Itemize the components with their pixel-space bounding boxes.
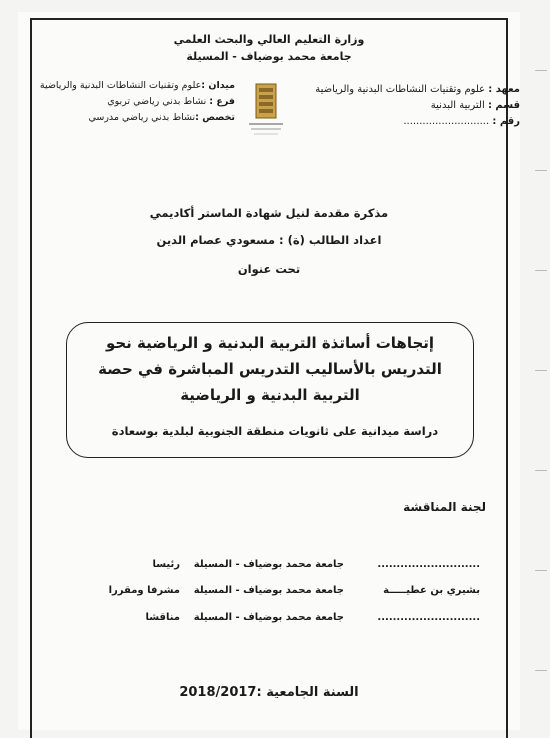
student-line: اعداد الطالب (ة) : مسعودي عصام الدين [156,233,382,247]
academic-year: السنة الجامعية :2018/2017 [179,685,359,700]
branch-row [30,94,235,110]
department-value: التربية البدنية [430,100,485,111]
paper-edge-line [535,470,547,471]
thesis-title: إتجاهات أساتذة التربية البدنية و الرياضية نحو التدريس بالأساليب التدريس المباشرة في حصة التربية البدنية و الرياضية [98,334,442,404]
reference-label: رقم : [492,116,520,127]
member-university: جامعة محمد بوضياف - المسيلة [193,612,344,623]
member-name: بشيري بن عطيـــــة [383,585,480,596]
institute-row [285,82,520,98]
department-label: قسم : [487,100,520,111]
paper-edge-line [535,70,547,71]
memo-type: مذكرة مقدمة لنيل شهادة الماستر أكاديمي [149,206,389,220]
committee-heading: لجنة المناقشة [403,500,486,514]
member-name: ........................... [377,559,480,570]
reference-value: ........................... [403,116,490,127]
committee-member-row [60,612,480,630]
committee-member-row [60,559,480,577]
specialty-row [30,110,235,126]
paper-edge-line [535,570,547,571]
department-row [285,98,520,114]
member-university: جامعة محمد بوضياف - المسيلة [193,559,344,570]
branch-label: فرع : [209,96,235,107]
committee-member-row [60,585,480,603]
specialty-value: نشاط بدني رياضي مدرسي [88,112,196,123]
member-university: جامعة محمد بوضياف - المسيلة [193,585,344,596]
paper-edge-line [535,370,547,371]
member-role: مشرفا ومقررا [108,585,180,596]
member-name: ........................... [377,612,480,623]
paper-edge-line [535,670,547,671]
field-value: علوم وتقنيات النشاطات البدنية والرياضية [39,80,202,91]
institute-value: علوم وتقنيات النشاطات البدنية والرياضية [315,84,486,95]
reference-row [285,114,520,130]
ministry-name: وزارة التعليم العالي والبحث العلمي [173,33,365,46]
field-label: ميدان : [201,80,235,91]
paper-edge-line [535,270,547,271]
institute-info [285,82,520,130]
field-row [30,78,235,94]
member-role: رئيسا [152,559,180,570]
branch-value: نشاط بدني رياضي تربوي [107,96,207,107]
field-info [30,78,235,126]
university-name: جامعة محمد بوضياف - المسيلة [186,50,352,63]
university-logo-icon [246,82,286,140]
thesis-subtitle: دراسة ميدانية على ثانويات منطقة الجنوبية لبلدية بوسعادة [111,424,439,438]
member-role: مناقشا [145,612,180,623]
specialty-label: تخصص : [195,112,235,123]
under-title-label: تحت عنوان [237,262,301,276]
institute-label: معهد : [488,84,520,95]
paper-edge-line [535,170,547,171]
